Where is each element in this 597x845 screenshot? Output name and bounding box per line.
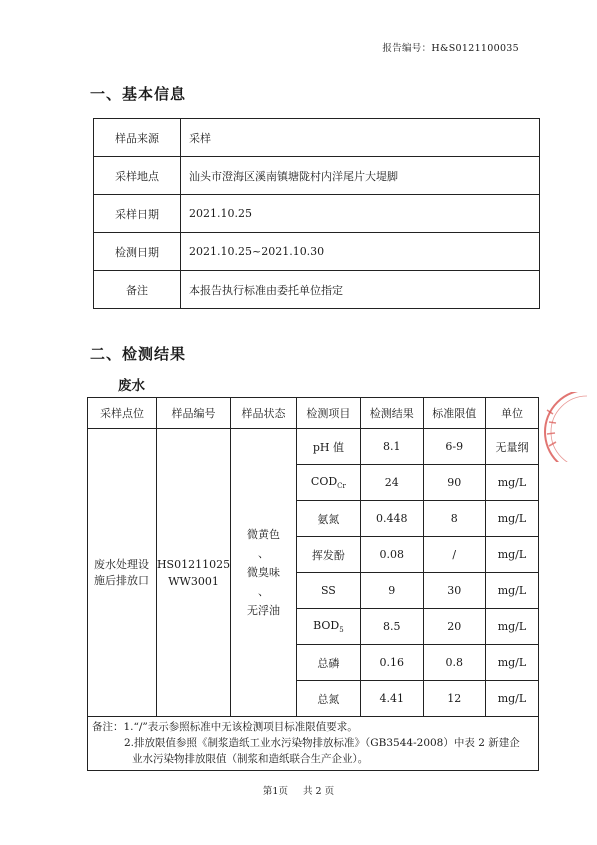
sampling-point-line: 废水处理设 xyxy=(94,557,149,571)
sampling-point-line: 施后排放口 xyxy=(94,573,149,587)
section-results-title: 二、检测结果 xyxy=(90,345,187,363)
item-limit: 6-9 xyxy=(423,429,485,465)
info-key: 采样日期 xyxy=(94,195,181,233)
item-limit: / xyxy=(423,537,485,573)
table-row xyxy=(94,271,540,309)
item-name: 氨氮 xyxy=(296,501,360,537)
col-header: 标准限值 xyxy=(423,398,485,429)
table-row xyxy=(94,119,540,157)
item-name-sub: 5 xyxy=(339,626,344,635)
page-footer xyxy=(0,783,597,797)
sample-state-line: 、 xyxy=(258,585,270,598)
item-result: 0.16 xyxy=(360,645,423,681)
remark-line: 备注：1.“/”表示参照标准中无该检测项目标准限值要求。 xyxy=(92,721,358,733)
remarks-cell xyxy=(88,717,539,771)
item-unit: mg/L xyxy=(485,501,538,537)
item-result: 9 xyxy=(360,573,423,609)
col-header: 采样点位 xyxy=(88,398,157,429)
page-number: 第1页 xyxy=(262,786,288,797)
item-unit: mg/L xyxy=(485,573,538,609)
col-header: 样品状态 xyxy=(231,398,297,429)
item-unit: mg/L xyxy=(485,609,538,645)
sample-state-line: 微黄色 xyxy=(247,528,281,541)
red-seal-stamp-icon xyxy=(527,392,587,462)
item-name: 总氮 xyxy=(296,681,360,717)
info-key: 采样地点 xyxy=(94,157,181,195)
table-row xyxy=(88,429,539,465)
item-unit: mg/L xyxy=(485,681,538,717)
sampling-point-cell xyxy=(88,429,157,717)
item-limit: 30 xyxy=(423,573,485,609)
item-name xyxy=(296,609,360,645)
sample-state-line: 、 xyxy=(258,547,270,560)
item-limit: 8 xyxy=(423,501,485,537)
info-value: 2021.10.25 xyxy=(181,195,540,233)
sample-state-line: 微臭味 xyxy=(247,566,281,579)
info-key: 检测日期 xyxy=(94,233,181,271)
col-header: 单位 xyxy=(485,398,538,429)
info-value: 2021.10.25~2021.10.30 xyxy=(181,233,540,271)
stamp-graphic xyxy=(527,392,587,462)
item-name-sub: Cr xyxy=(337,482,346,491)
col-header: 样品编号 xyxy=(156,398,230,429)
item-result: 0.08 xyxy=(360,537,423,573)
sample-code-cell xyxy=(156,429,230,717)
item-result: 8.1 xyxy=(360,429,423,465)
item-unit: mg/L xyxy=(485,645,538,681)
results-table xyxy=(87,397,539,771)
item-limit: 90 xyxy=(423,465,485,501)
info-key: 样品来源 xyxy=(94,119,181,157)
table-header-row xyxy=(88,398,539,429)
sample-state-cell xyxy=(231,429,297,717)
item-result: 4.41 xyxy=(360,681,423,717)
item-name: 挥发酚 xyxy=(296,537,360,573)
sample-code-line: HS01211025 xyxy=(156,557,231,571)
item-limit: 20 xyxy=(423,609,485,645)
section-basic-info-title: 一、基本信息 xyxy=(90,85,187,103)
item-name: SS xyxy=(296,573,360,609)
item-result: 8.5 xyxy=(360,609,423,645)
item-unit: mg/L xyxy=(485,537,538,573)
item-limit: 0.8 xyxy=(423,645,485,681)
info-value: 汕头市澄海区溪南镇塘陇村内洋尾片大堤脚 xyxy=(181,157,540,195)
item-name-text: COD xyxy=(310,474,338,488)
table-row xyxy=(94,195,540,233)
item-limit: 12 xyxy=(423,681,485,717)
item-name: 总磷 xyxy=(296,645,360,681)
report-number: 报告编号：H&S0121100035 xyxy=(382,43,519,54)
item-result: 24 xyxy=(360,465,423,501)
info-value: 采样 xyxy=(181,119,540,157)
item-name-text: BOD xyxy=(313,618,340,632)
item-result: 0.448 xyxy=(360,501,423,537)
wastewater-subtitle: 废水 xyxy=(118,378,145,394)
info-key: 备注 xyxy=(94,271,181,309)
table-row xyxy=(94,233,540,271)
item-name: pH 值 xyxy=(296,429,360,465)
col-header: 检测项目 xyxy=(296,398,360,429)
item-unit: 无量纲 xyxy=(485,429,538,465)
table-row xyxy=(94,157,540,195)
table-note-row xyxy=(88,717,539,771)
item-name xyxy=(296,465,360,501)
sample-state-line: 无浮油 xyxy=(247,604,281,617)
sample-code-line: WW3001 xyxy=(168,574,219,588)
col-header: 检测结果 xyxy=(360,398,423,429)
remark-line: 业水污染物排放限值（制浆和造纸联合生产企业）。 xyxy=(132,753,369,765)
page-total: 共 2 页 xyxy=(302,786,335,797)
basic-info-table xyxy=(93,118,540,309)
item-unit: mg/L xyxy=(485,465,538,501)
remark-line: 2.排放限值参照《制浆造纸工业水污染物排放标准》（GB3544-2008）中表 2 新建企 xyxy=(124,737,520,749)
info-value: 本报告执行标准由委托单位指定 xyxy=(181,271,540,309)
